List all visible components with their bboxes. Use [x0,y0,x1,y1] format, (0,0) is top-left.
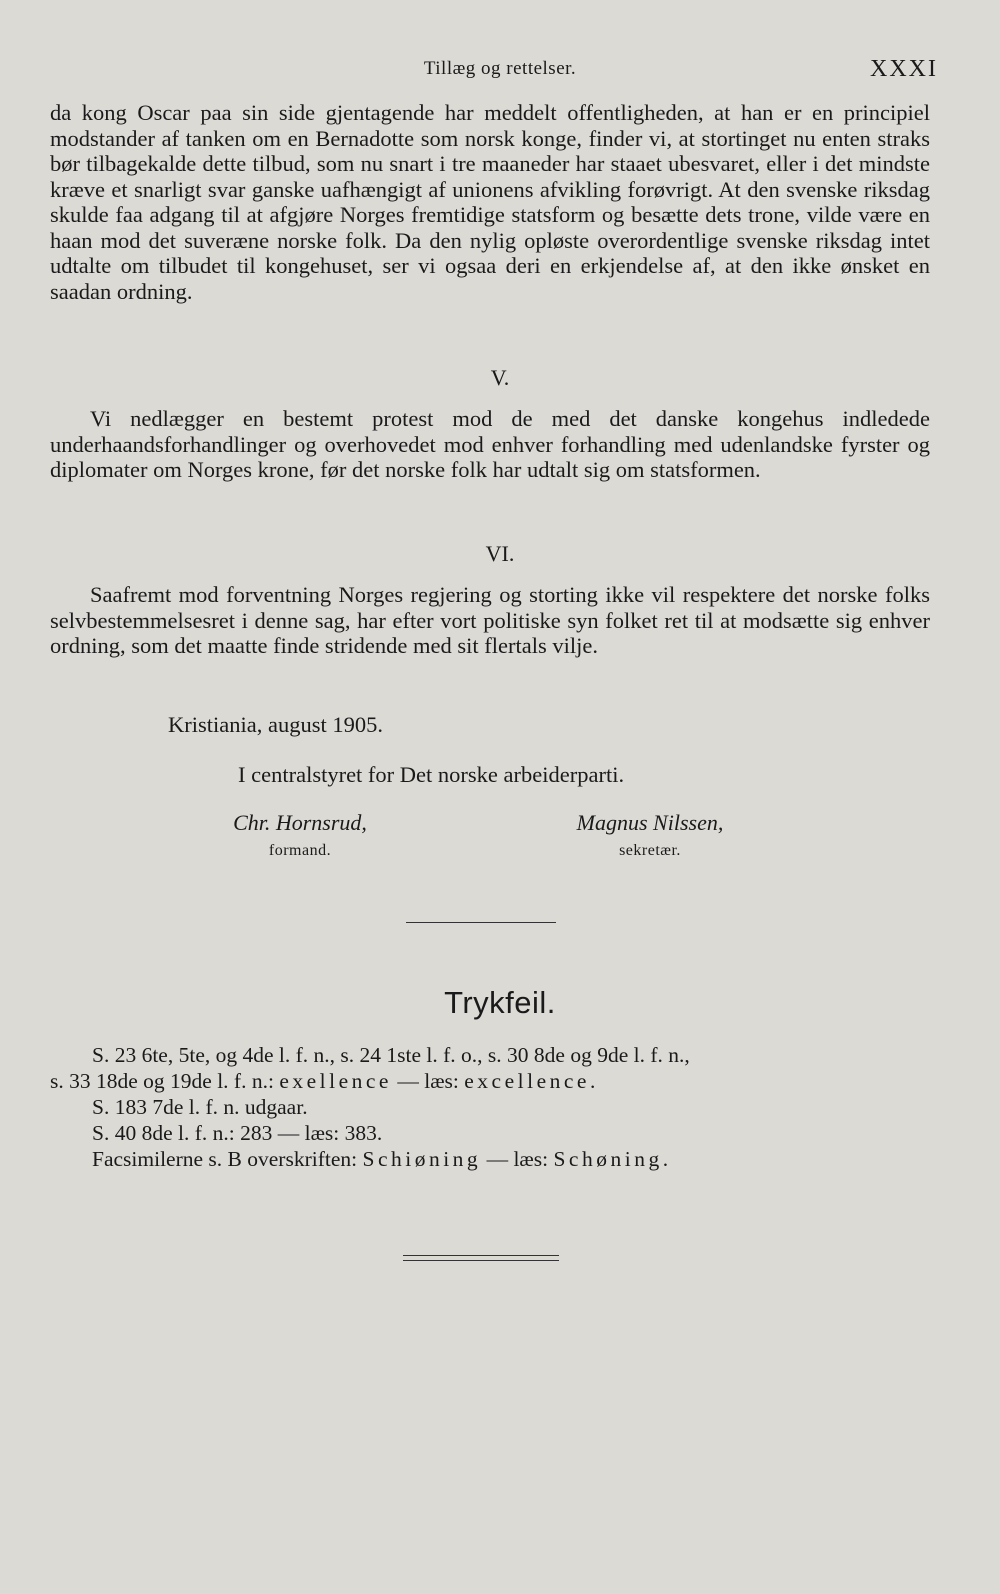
paragraph-self-determination: Saafremt mod forventning Norges regjering og storting ikke vil respektere det norske folks selvbestemmelsesret i denne sag, har efter vort politiske syn folket ret til at modsætte sig enhver ordning, som det maatte finde stridende med sit flertals vilje. [50,582,930,658]
errata-read-as: — læs: [486,1147,549,1171]
running-title: Tillæg og rettelser. [423,58,577,79]
signatory-name: Chr. Hornsrud, [233,810,367,835]
signature-block-secretary [550,810,750,860]
errata-line-1: S. 23 6te, 5te, og 4de l. f. n., s. 24 1ste l. f. o., s. 30 8de og 9de l. f. n., [92,1043,690,1067]
dateline: Kristiania, august 1905. [168,712,383,737]
end-double-rule [403,1255,559,1261]
errata-line-3: S. 183 7de l. f. n. udgaar. [92,1095,308,1119]
errata-read-as: — læs: [397,1069,459,1093]
errata-wrong-word: exellence [279,1069,392,1093]
page-number: XXXI [870,56,938,82]
signatory-title: formand. [268,842,332,859]
errata-line-4: S. 40 8de l. f. n.: 283 — læs: 383. [92,1121,383,1145]
errata-wrong-word: Schiøning [362,1147,482,1171]
errata-line-2 [50,1069,599,1094]
signatory-title: sekretær. [619,842,681,859]
errata-heading: Trykfeil. [444,985,556,1020]
organization-line: I centralstyret for Det norske arbeiderparti. [238,762,625,787]
errata-ref: Facsimilerne s. B overskriften: [92,1147,358,1171]
paragraph-protest: Vi nedlægger en bestemt protest mod de med det danske kongehus indledede underhaandsforhandlinger og overhovedet mod enhver forhandling med udenlandske fyrster og diplomater om Norges krone, før det norske folk har udtalt sig om statsformen. [50,406,930,482]
signature-block-chairman [210,810,390,860]
signatory-name: Magnus Nilssen, [576,810,724,835]
paragraph-continuation: da kong Oscar paa sin side gjentagende har meddelt offentligheden, at han er en principiel modstander af tanken om en Bernadotte som norsk konge, finder vi, at stortinget nu enten straks bør tilbagekalde dette tilbud, som nu snart i tre maaneder har staaet ubesvaret, eller i det mindste kræve et snarligt svar ganske uafhængigt af unionens afvikling forøvrigt. At den svenske riksdag skulde faa adgang til at afgjøre Norges fremtidige statsform og besætte dets trone, vilde være en haan mod det suveræne norske folk. Da den nylig opløste overordentlige svenske riksdag intet udtalte om tilbudet til kongehuset, ser vi ogsaa deri en erkjendelse af, at den ikke ønsket en saadan ordning. [50,100,930,304]
errata-line-5 [92,1147,672,1172]
errata-ref: s. 33 18de og 19de l. f. n.: [50,1069,274,1093]
errata-correct-word: excellence. [464,1069,599,1093]
section-heading-v: V. [490,365,510,390]
section-heading-vi: VI. [485,541,515,566]
section-divider [406,922,556,923]
errata-correct-word: Schøning. [553,1147,672,1171]
